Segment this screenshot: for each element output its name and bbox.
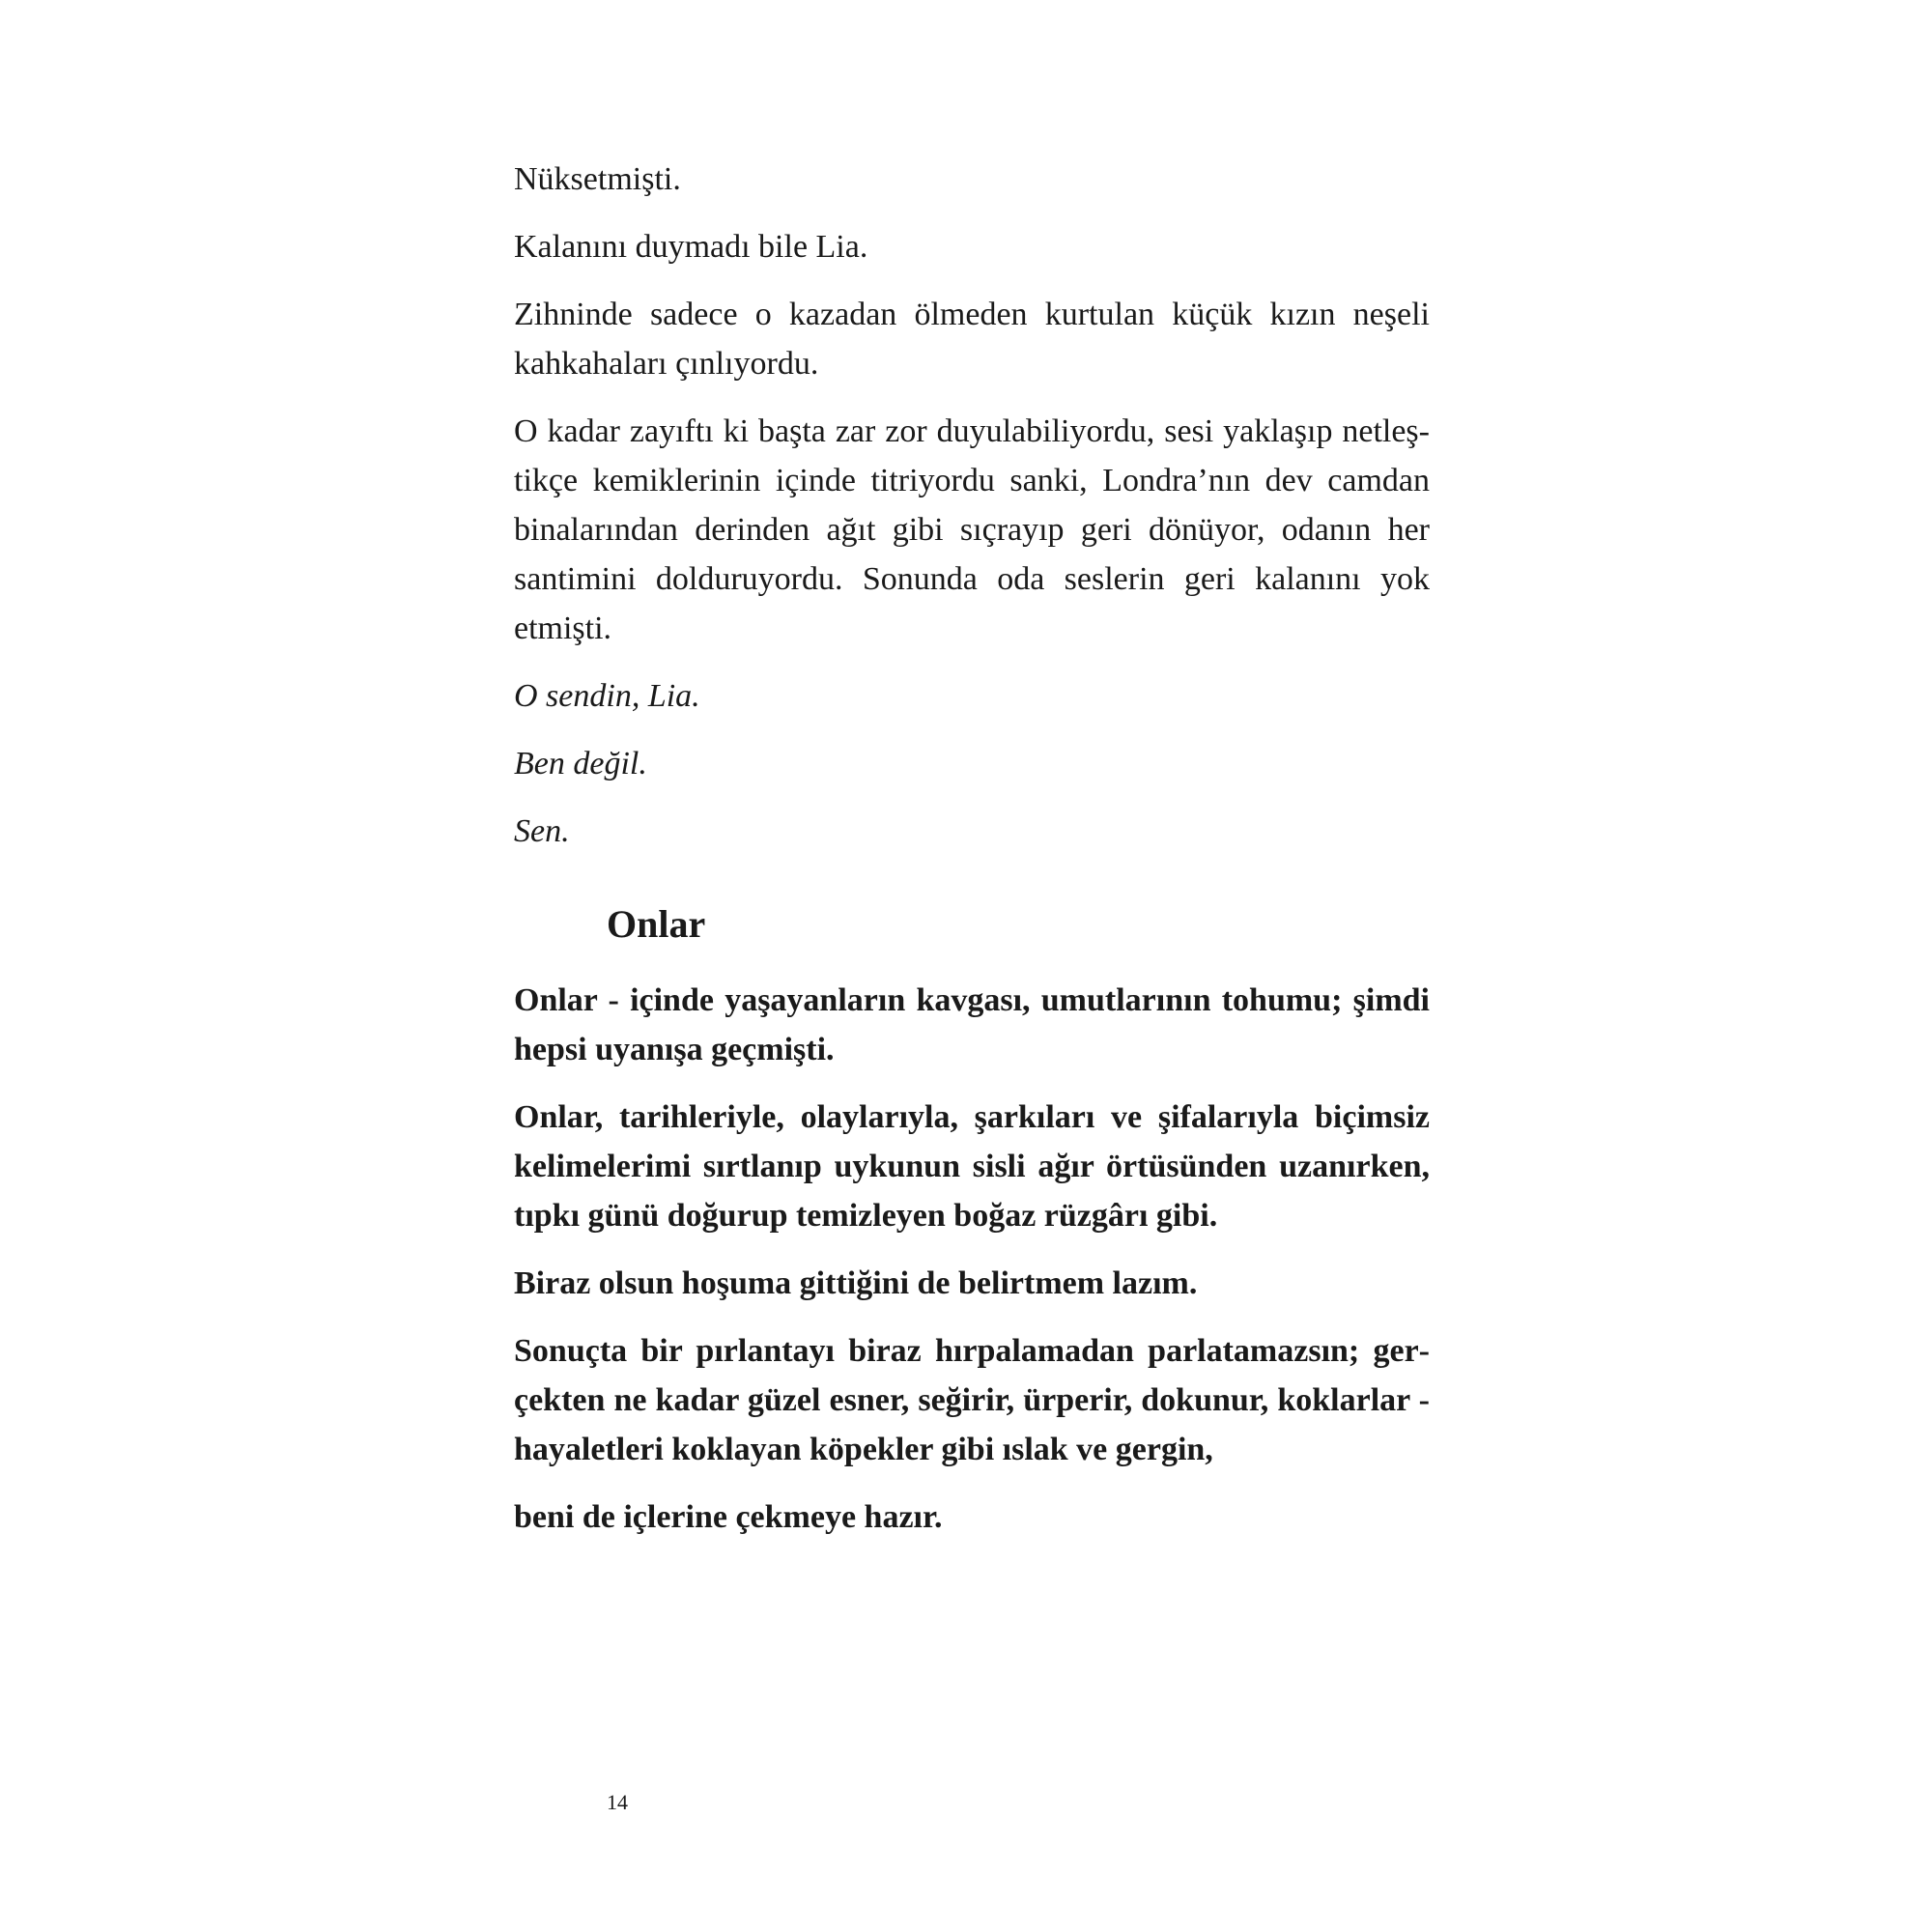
paragraph: Kalanını duymadı bile Lia. (514, 229, 868, 265)
bold-paragraph: beni de içlerine çekmeye hazır. (514, 1499, 943, 1535)
section-heading: Onlar (607, 902, 706, 946)
italic-line: Sen. (514, 813, 570, 849)
bold-paragraph: Biraz olsun hoşuma gittiğini de belirtmem lazım. (514, 1265, 1198, 1301)
bold-paragraph: Onlar - içinde yaşayanların kavgası, umutlarının tohumu; şimdi hepsi uyanışa geçmişti. (514, 982, 1430, 1067)
page-number: 14 (607, 1790, 628, 1814)
page-text-block (514, 155, 1430, 1560)
bold-paragraph: Sonuçta bir pırlantayı biraz hırpalamadan parlatamazsın; gerçekten ne kadar güzel esner, seğirir, ürperir, dokunur, koklarlar - hayaletleri koklayan köpekler gibi ıslak ve gergin, (514, 1333, 1430, 1467)
bold-paragraph: Onlar, tarihleriyle, olaylarıyla, şarkıları ve şifalarıyla biçimsiz kelimelerimi sırtlanıp uykunun sisli ağır örtüsünden uzanırken, tıpkı günü doğurup temizleyen boğaz rüzgârı gibi. (514, 1099, 1430, 1234)
paragraph: Nüksetmişti. (514, 161, 681, 197)
italic-line: Ben değil. (514, 746, 647, 781)
italic-line: O sendin, Lia. (514, 678, 700, 714)
paragraph: Zihninde sadece o kazadan ölmeden kurtulan küçük kızın neşeli kahkahaları çınlıyordu. (514, 297, 1430, 382)
paragraph: O kadar zayıftı ki başta zar zor duyulabiliyordu, sesi yaklaşıp netleştikçe kemiklerinin içinde titriyordu sanki, Londra’nın dev camdan binalarından derinden ağıt gibi sıçrayıp geri dönüyor, odanın her santimini dolduruyordu. Sonunda oda seslerin geri kalanını yok etmişti. (514, 413, 1430, 646)
